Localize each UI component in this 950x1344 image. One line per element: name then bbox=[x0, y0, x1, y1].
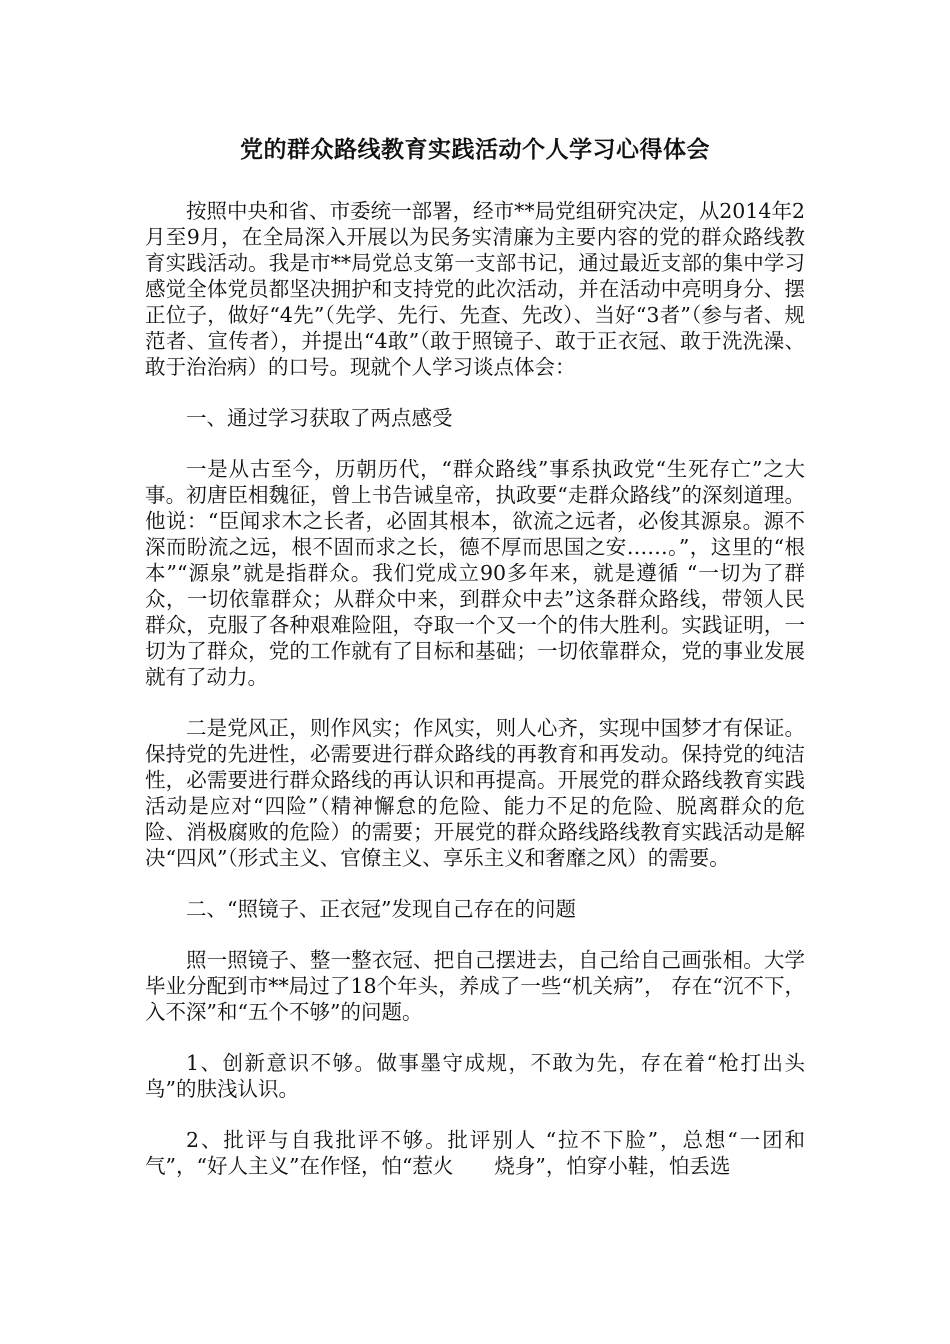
document-title: 党的群众路线教育实践活动个人学习心得体会 bbox=[240, 136, 710, 163]
paragraph-issue-2: 2、批评与自我批评不够。批评别人 “拉不下脸”，总想“一团和气”，“好人主义”在作怪，怕“惹火 烧身”，怕穿小鞋，怕丢选 bbox=[145, 1128, 805, 1178]
paragraph-issue-1: 1、创新意识不够。做事墨守成规，不敢为先，存在着“枪打出头鸟”的肤浅认识。 bbox=[145, 1051, 805, 1101]
section-heading-2: 二、“照镜子、正衣冠”发现自己存在的问题 bbox=[186, 897, 576, 921]
document-body bbox=[145, 198, 805, 1204]
paragraph-self-review: 照一照镜子、整一整衣冠、把自己摆进去，自己给自己画张相。大学毕业分配到市**局过了18个年头，养成了一些“机关病”， 存在“沉不下，入不深”和“五个不够”的问题。 bbox=[145, 948, 805, 1024]
paragraph-point-2: 二是党风正，则作风实；作风实，则人心齐，实现中国梦才有保证。保持党的先进性，必需要进行群众路线的再教育和再发动。保持党的纯洁性，必需要进行群众路线的再认识和再提高。开展党的群众路线教育实践活动是应对“四险”（精神懈怠的危险、能力不足的危险、脱离群众的危险、消极腐败的危险）的需要；开展党的群众路线路线教育实践活动是解决“四风”（形式主义、官僚主义、享乐主义和奢靡之风）的需要。 bbox=[145, 716, 805, 870]
paragraph-intro: 按照中央和省、市委统一部署，经市**局党组研究决定，从2014年2月至9月，在全局深入开展以为民务实清廉为主要内容的党的群众路线教育实践活动。我是市**局党总支第一支部书记，通过最近支部的集中学习感觉全体党员都坚决拥护和支持党的此次活动，并在活动中亮明身分、摆正位子，做好“4先”（先学、先行、先查、先改）、当好“3者”（参与者、规范者、宣传者），并提出“4敢”（敢于照镜子、敢于正衣冠、敢于洗洗澡、敢于治治病）的口号。现就个人学习谈点体会： bbox=[145, 199, 805, 379]
section-heading-1: 一、通过学习获取了两点感受 bbox=[186, 406, 453, 430]
paragraph-point-1: 一是从古至今，历朝历代，“群众路线”事系执政党“生死存亡”之大事。初唐臣相魏征，曾上书告诫皇帝，执政要“走群众路线”的深刻道理。他说：“臣闻求木之长者，必固其根本，欲流之远者，必俊其源泉。源不深而盼流之远，根不固而求之长，德不厚而思国之安……。”，这里的“根本”“源泉”就是指群众。我们党成立90多年来，就是遵循 “一切为了群众，一切依靠群众；从群众中来，到群众中去”这条群众路线，带领人民群众，克服了各种艰难险阻，夺取一个又一个的伟大胜利。实践证明，一切为了群众，党的工作就有了目标和基础；一切依靠群众，党的事业发展就有了动力。 bbox=[145, 457, 805, 689]
